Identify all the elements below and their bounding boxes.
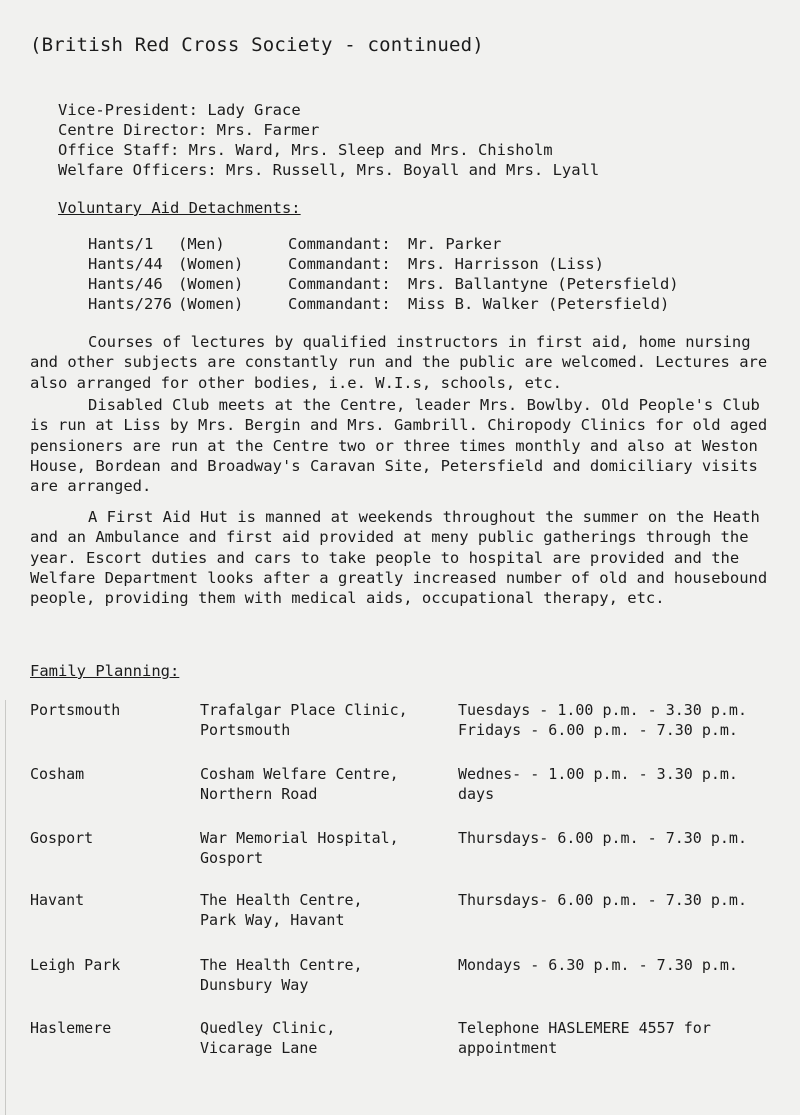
staff-value: Mrs. Russell, Mrs. Boyall and Mrs. Lyall bbox=[225, 161, 600, 179]
vad-unit: Hants/1 bbox=[88, 235, 154, 253]
staff-value: Mrs. Farmer bbox=[216, 121, 320, 139]
vad-role: Commandant: bbox=[288, 295, 391, 313]
vad-dept: (Men) bbox=[178, 235, 225, 253]
paragraph-lectures: Courses of lectures by qualified instructors in first aid, home nursing and other subjects are constantly run and the public are welcomed. Lectures are also arranged for other bodies, i.e. W.I.s, schools, etc. bbox=[30, 333, 768, 392]
vad-row bbox=[88, 275, 679, 293]
vad-person: Mrs. Harrisson (Liss) bbox=[408, 255, 604, 273]
staff-line-welfare-officers bbox=[58, 161, 599, 179]
clinic-times: Telephone HASLEMERE 4557 for appointment bbox=[458, 1019, 711, 1057]
clinic-name: War Memorial Hospital, Gosport bbox=[200, 829, 399, 867]
staff-value: Mrs. Ward, Mrs. Sleep and Mrs. Chisholm bbox=[188, 141, 553, 159]
vad-dept: (Women) bbox=[178, 295, 244, 313]
clinic-name: Trafalgar Place Clinic, Portsmouth bbox=[200, 701, 408, 739]
scan-edge-line bbox=[5, 700, 6, 1115]
clinic-place: Haslemere bbox=[30, 1019, 112, 1037]
staff-value: Lady Grace bbox=[207, 101, 301, 119]
vad-unit: Hants/44 bbox=[88, 255, 163, 273]
family-planning-title: Family Planning: bbox=[30, 662, 180, 680]
vad-row bbox=[88, 255, 604, 273]
vad-unit: Hants/46 bbox=[88, 275, 163, 293]
staff-label: Office Staff: bbox=[58, 141, 180, 159]
clinic-times: Mondays - 6.30 p.m. - 7.30 p.m. bbox=[458, 956, 738, 974]
clinic-name: The Health Centre, Dunsbury Way bbox=[200, 956, 363, 994]
clinic-place: Portsmouth bbox=[30, 701, 121, 719]
vad-row bbox=[88, 295, 669, 313]
vad-role: Commandant: bbox=[288, 255, 391, 273]
vad-row bbox=[88, 235, 501, 253]
vad-role: Commandant: bbox=[288, 235, 391, 253]
staff-line-vice-president bbox=[58, 101, 301, 119]
clinic-times: Tuesdays - 1.00 p.m. - 3.30 p.m. Fridays - 6.00 p.m. - 7.30 p.m. bbox=[458, 701, 747, 739]
staff-line-centre-director bbox=[58, 121, 319, 139]
vad-person: Miss B. Walker (Petersfield) bbox=[408, 295, 670, 313]
vad-dept: (Women) bbox=[178, 275, 244, 293]
staff-line-office-staff bbox=[58, 141, 553, 159]
staff-label: Centre Director: bbox=[58, 121, 208, 139]
vad-section-title: Voluntary Aid Detachments: bbox=[58, 199, 301, 217]
clinic-name: The Health Centre, Park Way, Havant bbox=[200, 891, 363, 929]
paragraph-first-aid: A First Aid Hut is manned at weekends throughout the summer on the Heath and an Ambulance and first aid provided at meny public gatherings through the year. Escort duties and cars to take people to hospital are provided and the Welfare Department looks after a greatly increased number of old and housebound people, providing them with medical aids, occupational therapy, etc. bbox=[30, 508, 768, 608]
vad-unit: Hants/276 bbox=[88, 295, 172, 313]
clinic-times: Thursdays- 6.00 p.m. - 7.30 p.m. bbox=[458, 829, 747, 847]
clinic-name: Cosham Welfare Centre, Northern Road bbox=[200, 765, 399, 803]
clinic-place: Cosham bbox=[30, 765, 85, 783]
clinic-name: Quedley Clinic, Vicarage Lane bbox=[200, 1019, 336, 1057]
clinic-place: Leigh Park bbox=[30, 956, 121, 974]
page-heading: (British Red Cross Society - continued) bbox=[30, 34, 484, 56]
clinic-times: Thursdays- 6.00 p.m. - 7.30 p.m. bbox=[458, 891, 747, 909]
clinic-times: Wednes- - 1.00 p.m. - 3.30 p.m. days bbox=[458, 765, 738, 803]
vad-dept: (Women) bbox=[178, 255, 244, 273]
clinic-place: Havant bbox=[30, 891, 85, 909]
clinic-place: Gosport bbox=[30, 829, 94, 847]
vad-role: Commandant: bbox=[288, 275, 391, 293]
staff-label: Welfare Officers: bbox=[58, 161, 217, 179]
vad-person: Mr. Parker bbox=[408, 235, 502, 253]
vad-person: Mrs. Ballantyne (Petersfield) bbox=[408, 275, 679, 293]
staff-label: Vice-President: bbox=[58, 101, 198, 119]
paragraph-clubs: Disabled Club meets at the Centre, leader Mrs. Bowlby. Old People's Club is run at Liss by Mrs. Bergin and Mrs. Gambrill. Chiropody Clinics for old aged pensioners are run at the Centre two or three times monthly and also at Weston House, Bordean and Broadway's Caravan Site, Petersfield and domiciliary visits are arranged. bbox=[30, 396, 768, 496]
